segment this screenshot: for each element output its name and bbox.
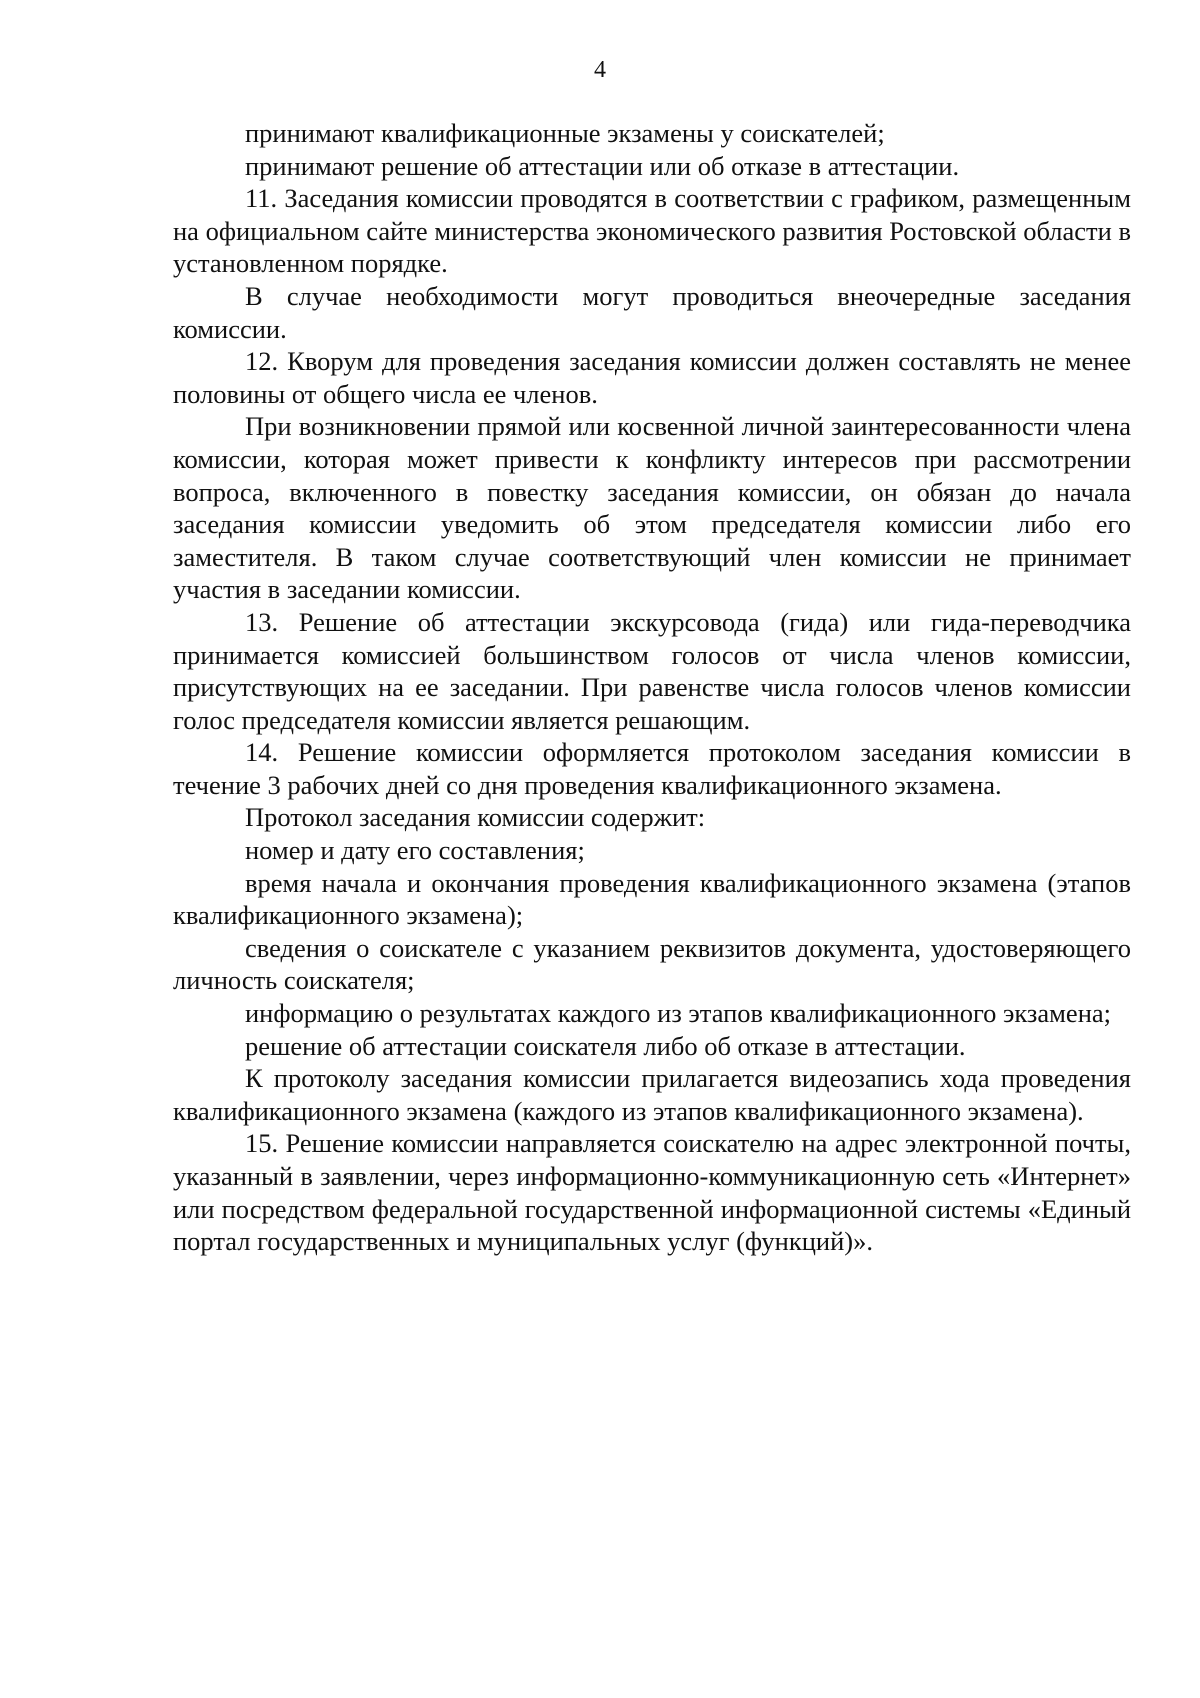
paragraph: принимают решение об аттестации или об отказе в аттестации.: [245, 150, 960, 181]
paragraph: К протоколу заседания комиссии прилагается видеозапись хода проведения квалификационного экзамена (каждого из этапов квалификационного экзамена).: [173, 1063, 1131, 1126]
paragraph: 15. Решение комиссии направляется соискателю на адрес электронной почты, указанный в заявлении, через информационно-коммуникационную сеть «Интернет» или посредством федеральной государственной информационной системы «Единый портал государственных и муниципальных услуг (функций)».: [173, 1128, 1131, 1257]
paragraph: номер и дату его составления;: [245, 835, 585, 866]
paragraph: Протокол заседания комиссии содержит:: [245, 802, 706, 833]
paragraph: принимают квалификационные экзамены у соискателей;: [245, 118, 885, 148]
paragraph: информацию о результатах каждого из этапов квалификационного экзамена;: [245, 998, 1111, 1029]
paragraph: решение об аттестации соискателя либо об отказе в аттестации.: [245, 1030, 966, 1061]
paragraph: В случае необходимости могут проводиться внеочередные заседания комиссии.: [173, 280, 1131, 344]
paragraph: 12. Кворум для проведения заседания комиссии должен составлять не менее половины от общего числа ее членов.: [173, 346, 1131, 409]
paragraph: 13. Решение об аттестации экскурсовода (гида) или гида-переводчика принимается комиссией большинством голосов от числа членов комиссии, присутствующих на ее заседании. При равенстве числа голосов членов комиссии голос председателя комиссии является решающим.: [173, 606, 1131, 735]
paragraph: 14. Решение комиссии оформляется протоколом заседания комиссии в течение 3 рабочих дней со дня проведения квалификационного экзамена.: [173, 737, 1131, 800]
paragraph: 11. Заседания комиссии проводятся в соответствии с графиком, размещенным на официальном сайте министерства экономического развития Ростовской области в установленном порядке.: [173, 183, 1131, 279]
page-number: 4: [594, 57, 606, 83]
document-body: [173, 117, 1131, 1258]
paragraph: время начала и окончания проведения квалификационного экзамена (этапов квалификационного экзамена);: [173, 867, 1131, 931]
paragraph: сведения о соискателе с указанием реквизитов документа, удостоверяющего личность соискателя;: [173, 932, 1131, 996]
paragraph: При возникновении прямой или косвенной личной заинтересованности члена комиссии, которая может привести к конфликту интересов при рассмотрении вопроса, включенного в повестку заседания комиссии, он обязан до начала заседания комиссии уведомить об этом председателя комиссии либо его заместителя. В таком случае соответствующий член комиссии не принимает участия в заседании комиссии.: [173, 411, 1131, 605]
